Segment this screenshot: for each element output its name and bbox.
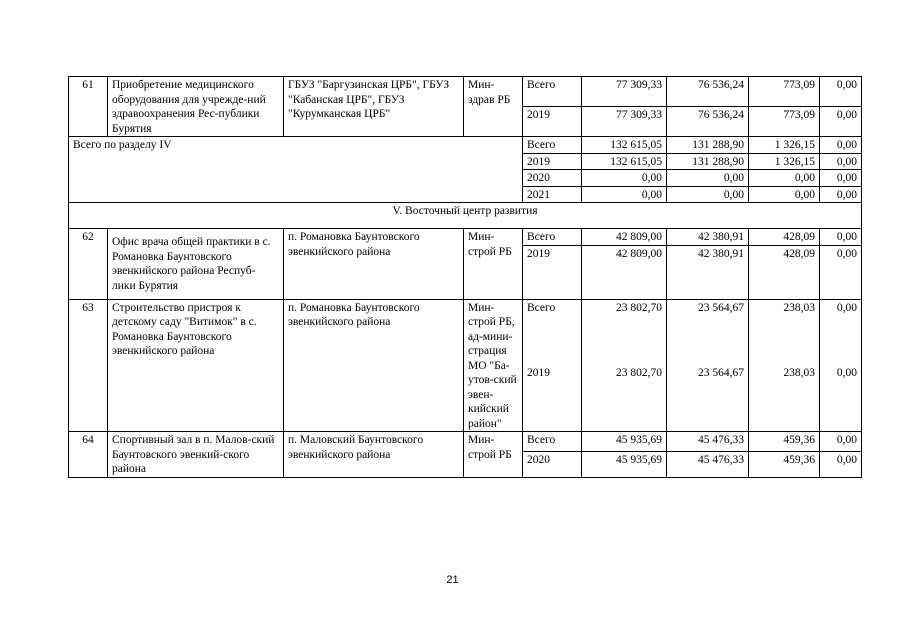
row-number: 62 [69, 229, 108, 300]
amount-federal: 42 380,91 [667, 245, 749, 299]
table-row-63 [69, 299, 862, 365]
period-cell: 2019 [523, 245, 582, 299]
amount-federal: 23 564,67 [667, 299, 749, 365]
amount-regional: 428,09 [749, 245, 820, 299]
amount-total: 42 809,00 [582, 245, 667, 299]
amount-total: 23 802,70 [582, 299, 667, 365]
budget-table [68, 76, 862, 478]
amount-federal: 131 288,90 [667, 137, 749, 154]
amount-other: 0,00 [820, 153, 862, 170]
project-name: Строительство пристроя к детскому саду "Витимок" в с. Романовка Баунтовского эвенкийского района [108, 299, 284, 432]
row-number: 64 [69, 432, 108, 478]
amount-other: 0,00 [820, 452, 862, 478]
section-total-row [69, 137, 862, 154]
amount-federal: 0,00 [667, 170, 749, 187]
project-name: Спортивный зал в п. Малов-ский Баунтовского эвенкий-ского района [108, 432, 284, 478]
amount-total: 132 615,05 [582, 137, 667, 154]
period-cell: Всего [523, 77, 582, 107]
project-name: Офис врача общей практики в с. Романовка Баунтовского эвенкийского района Респуб-лики Бурятия [108, 229, 284, 300]
amount-regional: 0,00 [749, 170, 820, 187]
period-cell: 2021 [523, 186, 582, 203]
period-cell: Всего [523, 432, 582, 452]
amount-regional: 238,03 [749, 299, 820, 365]
table-row-64 [69, 432, 862, 452]
amount-federal: 76 536,24 [667, 107, 749, 137]
amount-other: 0,00 [820, 137, 862, 154]
amount-regional: 1 326,15 [749, 153, 820, 170]
amount-other: 0,00 [820, 107, 862, 137]
amount-other: 0,00 [820, 170, 862, 187]
amount-other: 0,00 [820, 245, 862, 299]
amount-federal: 45 476,33 [667, 432, 749, 452]
amount-total: 77 309,33 [582, 77, 667, 107]
amount-total: 132 615,05 [582, 153, 667, 170]
amount-total: 77 309,33 [582, 107, 667, 137]
amount-total: 23 802,70 [582, 365, 667, 431]
amount-total: 0,00 [582, 170, 667, 187]
amount-regional: 1 326,15 [749, 137, 820, 154]
amount-federal: 42 380,91 [667, 229, 749, 246]
amount-other: 0,00 [820, 77, 862, 107]
amount-federal: 0,00 [667, 186, 749, 203]
period-cell: Всего [523, 299, 582, 365]
row-number: 63 [69, 299, 108, 432]
recipient: ГБУЗ "Баргузинская ЦРБ", ГБУЗ "Кабанская ЦРБ", ГБУЗ "Курумканская ЦРБ" [284, 77, 464, 137]
amount-regional: 773,09 [749, 107, 820, 137]
amount-federal: 131 288,90 [667, 153, 749, 170]
project-name: Приобретение медицинского оборудования для учрежде-ний здравоохранения Рес-публики Бурятия [108, 77, 284, 137]
section-header-row [69, 203, 862, 229]
amount-regional: 459,36 [749, 432, 820, 452]
amount-federal: 23 564,67 [667, 365, 749, 431]
recipient: п. Маловский Баунтовского эвенкийского района [284, 432, 464, 478]
responsible-ministry: Мин-строй РБ, ад-мини-страция МО "Ба-утов-ский эвен-кийский район" [464, 299, 523, 432]
section-title: V. Восточный центр развития [69, 203, 862, 229]
period-cell: 2019 [523, 365, 582, 431]
amount-other: 0,00 [820, 365, 862, 431]
responsible-ministry: Мин-строй РБ [464, 432, 523, 478]
recipient: п. Романовка Баунтовского эвенкийского района [284, 229, 464, 300]
period-cell: Всего [523, 229, 582, 246]
amount-regional: 238,03 [749, 365, 820, 431]
amount-other: 0,00 [820, 186, 862, 203]
amount-total: 45 935,69 [582, 452, 667, 478]
amount-regional: 0,00 [749, 186, 820, 203]
section-total-label: Всего по разделу IV [69, 137, 523, 203]
period-cell: 2019 [523, 107, 582, 137]
amount-other: 0,00 [820, 299, 862, 365]
amount-other: 0,00 [820, 432, 862, 452]
amount-federal: 76 536,24 [667, 77, 749, 107]
recipient: п. Романовка Баунтовского эвенкийского района [284, 299, 464, 432]
amount-total: 45 935,69 [582, 432, 667, 452]
row-number: 61 [69, 77, 108, 137]
period-cell: 2020 [523, 452, 582, 478]
page-number: 21 [446, 574, 459, 586]
responsible-ministry: Мин-строй РБ [464, 229, 523, 300]
table-row-62 [69, 229, 862, 246]
amount-total: 0,00 [582, 186, 667, 203]
amount-regional: 459,36 [749, 452, 820, 478]
responsible-ministry: Мин-здрав РБ [464, 77, 523, 137]
amount-total: 42 809,00 [582, 229, 667, 246]
period-cell: Всего [523, 137, 582, 154]
amount-federal: 45 476,33 [667, 452, 749, 478]
period-cell: 2019 [523, 153, 582, 170]
amount-regional: 428,09 [749, 229, 820, 246]
table-row-61 [69, 77, 862, 107]
amount-other: 0,00 [820, 229, 862, 246]
period-cell: 2020 [523, 170, 582, 187]
amount-regional: 773,09 [749, 77, 820, 107]
